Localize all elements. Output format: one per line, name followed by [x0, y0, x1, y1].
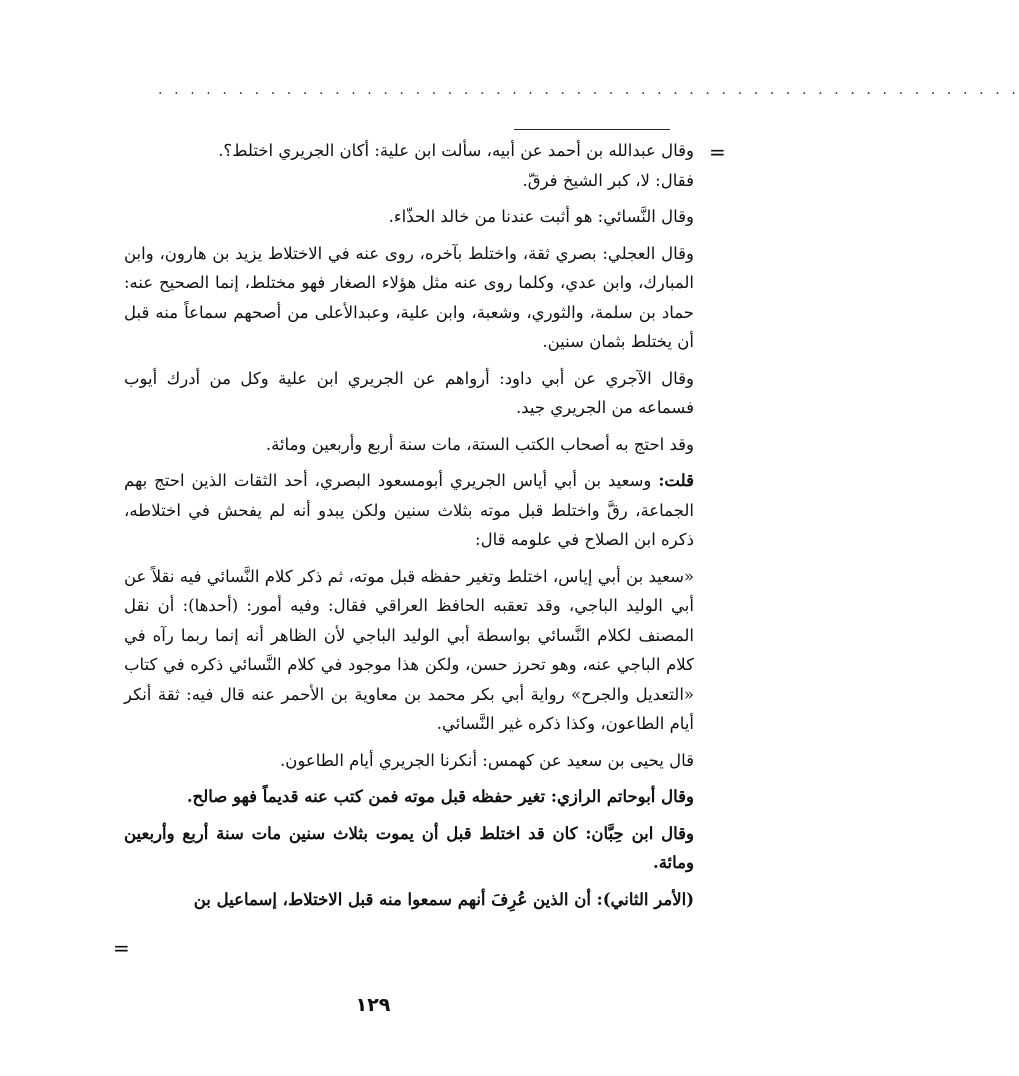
- paragraph-kahmas: [124, 746, 694, 776]
- continuation-marker-bottom: =: [113, 936, 130, 960]
- paragraph-line: وقد احتج به أصحاب الكتب الستة، مات سنة أربع وأربعين ومائة.: [265, 434, 694, 454]
- paragraph-ijli: [124, 239, 694, 357]
- header-dots-divider: . . . . . . . . . . . . . . . . . . . . . . . . . . . . . . . . . . . . . . . . . . . . . . . . . . . . . .: [158, 82, 1019, 98]
- paragraph-qultu: [124, 466, 694, 555]
- paragraph-lead: قلت:: [658, 471, 694, 490]
- paragraph-line: وقال عبدالله بن أحمد عن أبيه، سألت ابن علية: أكان الجريري اختلط؟.: [218, 141, 694, 160]
- paragraph-line: «سعيد بن أبي إياس، اختلط وتغير حفظه قبل موته، ثم ذكر كلام النَّسائي فيه نقلاً عن أبي الوليد الباجي، وقد تعقبه الحافظ العراقي فقال: وفيه أمور: (أحدها): أن نقل المصنف لكلام النَّسائي بواسطة أبي الوليد الباجي لأن الظاهر أنه إنما ربما رآه في كلام الباجي عنه، وهو تحرز حسن، ولكن هذا موجود في كلام النَّسائي ذكره في كتاب «التعديل والجرح» رواية أبي بكر محمد بن معاوية بن الأحمر عنه قال فيه: ثقة أنكر أيام الطاعون، وكذا ذكره غير النَّسائي.: [124, 566, 694, 733]
- paragraph-six-books: [124, 430, 694, 460]
- paragraph-line: وقال العجلي: بصري ثقة، واختلط بآخره، روى عنه في الاختلاط يزيد بن هارون، وابن المبارك، وابن عدي، وكلما روى عنه مثل هؤلاء الصغار فهو مختلط، إنما الصحيح عنه: حماد بن سلمة، والثوري، وشعبة، وابن علية، وعبدالأعلى من أصحهم سماعاً منه قبل أن يختلط بثمان سنين.: [124, 243, 694, 351]
- paragraph-ajurri: [124, 364, 694, 423]
- paragraph-second-matter: [124, 885, 694, 915]
- paragraph-abu-hatim: [124, 782, 694, 812]
- header-rule-line: [514, 129, 670, 130]
- paragraph-line: قال يحيى بن سعيد عن كهمس: أنكرنا الجريري أيام الطاعون.: [280, 750, 694, 770]
- paragraph-line: (الأمر الثاني): أن الذين عُرِفَ أنهم سمعوا منه قبل الاختلاط، إسماعيل بن: [193, 889, 694, 909]
- page-number: ١٢٩: [355, 994, 391, 1016]
- continuation-marker-top: =: [709, 140, 726, 164]
- paragraph-ahmad: [124, 136, 694, 195]
- paragraph-line: وقال أبوحاتم الرازي: تغير حفظه قبل موته فمن كتب عنه قديماً فهو صالح.: [186, 787, 694, 806]
- paragraph-line: وقال النَّسائي: هو أثبت عندنا من خالد الحذّاء.: [388, 207, 694, 226]
- paragraph-quotation: [124, 562, 694, 739]
- paragraph-line: وسعيد بن أبي أياس الجريري أبومسعود البصري، أحد الثقات الذين احتج بهم الجماعة، رقَّ واختلط قبل موته بثلاث سنين ولكن يبدو أنه لم يفحش في اختلاطه، ذكره ابن الصلاح في علومه قال:: [124, 471, 694, 549]
- paragraph-ibn-hibban: [124, 819, 694, 878]
- paragraph-line: وقال الآجري عن أبي داود: أرواهم عن الجريري ابن علية وكل من أدرك أيوب فسماعه من الجريري جيد.: [124, 368, 694, 417]
- paragraph-nasai: [124, 202, 694, 232]
- page-body: [124, 136, 694, 921]
- paragraph-line: وقال ابن حِبَّان: كان قد اختلط قبل أن يموت بثلاث سنين مات سنة أربع وأربعين ومائة.: [124, 823, 694, 872]
- paragraph-line: فقال: لا، كبر الشيخ فرقّ.: [522, 170, 694, 190]
